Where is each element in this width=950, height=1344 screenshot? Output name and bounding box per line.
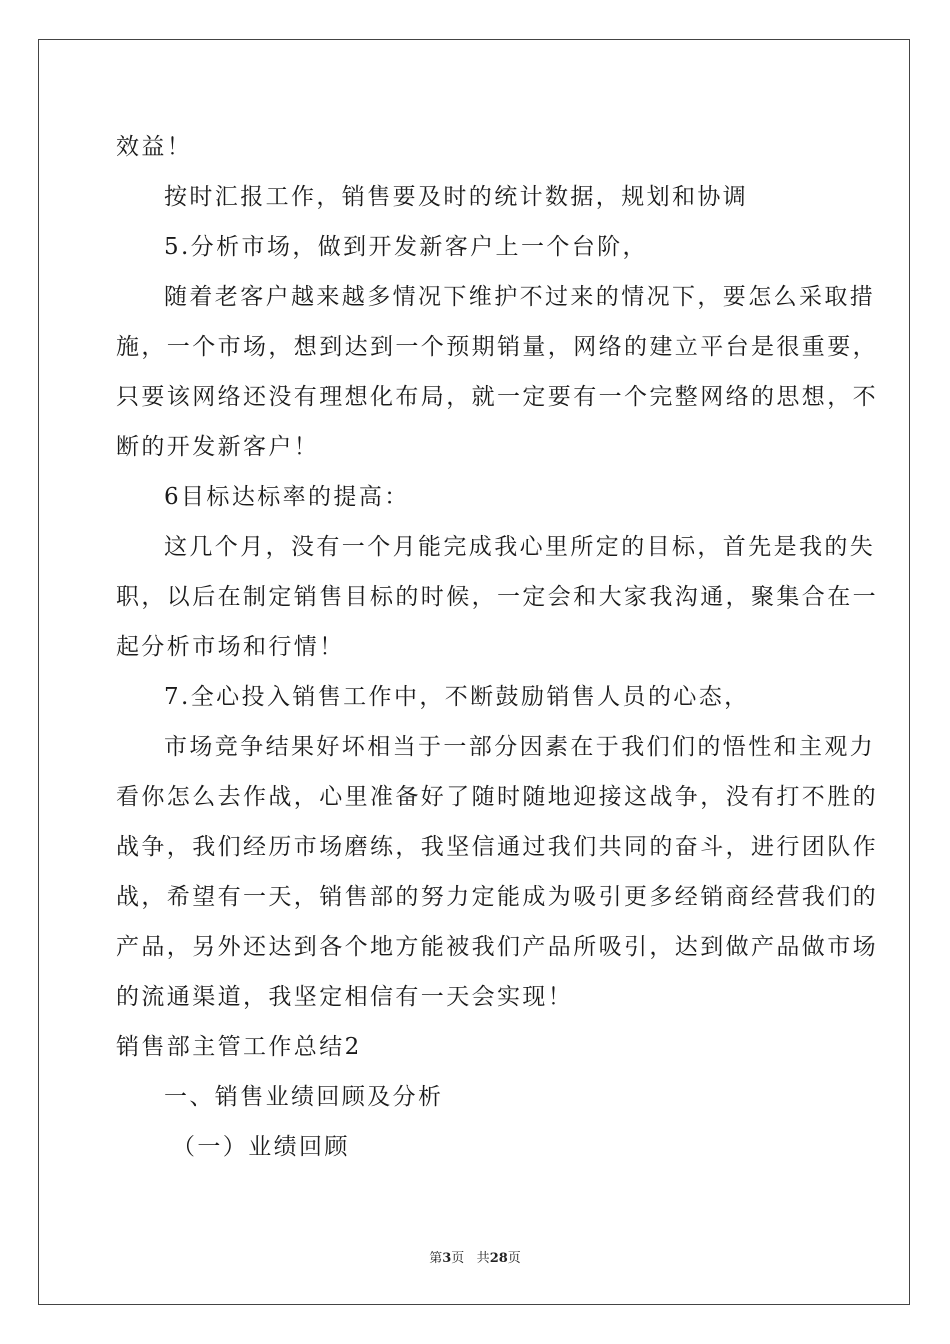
total-prefix: 共	[476, 1251, 490, 1266]
paragraph-line: 产品，另外还达到各个地方能被我们产品所吸引，达到做产品做市场	[116, 934, 878, 960]
paragraph-line: 这几个月，没有一个月能完成我心里所定的目标，首先是我的失	[164, 534, 876, 560]
total-pages: 28	[489, 1251, 508, 1266]
paragraph-line: 效益！	[116, 134, 193, 160]
paragraph-line: 战争，我们经历市场磨练，我坚信通过我们共同的奋斗，进行团队作	[116, 834, 878, 860]
section-heading: 7.全心投入销售工作中，不断鼓励销售人员的心态，	[164, 684, 750, 710]
page-prefix: 第	[429, 1251, 443, 1266]
paragraph-line: 按时汇报工作，销售要及时的统计数据，规划和协调	[164, 184, 749, 210]
paragraph-line: 职，以后在制定销售目标的时候，一定会和大家我沟通，聚集合在一	[116, 584, 878, 610]
section-heading: 一、销售业绩回顾及分析	[164, 1084, 444, 1110]
page-suffix: 页	[451, 1251, 465, 1266]
paragraph-line: 战，希望有一天，销售部的努力定能成为吸引更多经销商经营我们的	[116, 884, 878, 910]
paragraph-line: 只要该网络还没有理想化布局，就一定要有一个完整网络的思想，不	[116, 384, 878, 410]
section-heading: 5.分析市场，做到开发新客户上一个台阶，	[164, 234, 648, 260]
paragraph-line: 的流通渠道，我坚定相信有一天会实现！	[116, 984, 574, 1010]
document-body	[116, 122, 878, 1172]
paragraph-line: 施，一个市场，想到达到一个预期销量，网络的建立平台是很重要，	[116, 334, 878, 360]
paragraph-line: 断的开发新客户！	[116, 434, 320, 460]
document-title: 销售部主管工作总结2	[116, 1034, 362, 1060]
paragraph-line: 市场竞争结果好坏相当于一部分因素在于我们们的悟性和主观力	[164, 734, 876, 760]
total-suffix: 页	[507, 1251, 521, 1266]
paragraph-line: 随着老客户越来越多情况下维护不过来的情况下，要怎么采取措	[164, 284, 876, 310]
paragraph-line: 起分析市场和行情！	[116, 634, 345, 660]
section-heading: 6目标达标率的提高：	[164, 484, 410, 510]
paragraph-line: 看你怎么去作战，心里准备好了随时随地迎接这战争，没有打不胜的	[116, 784, 878, 810]
subsection-heading: （一）业绩回顾	[172, 1134, 350, 1160]
page-footer	[0, 1247, 950, 1266]
page-number: 3	[442, 1251, 452, 1266]
